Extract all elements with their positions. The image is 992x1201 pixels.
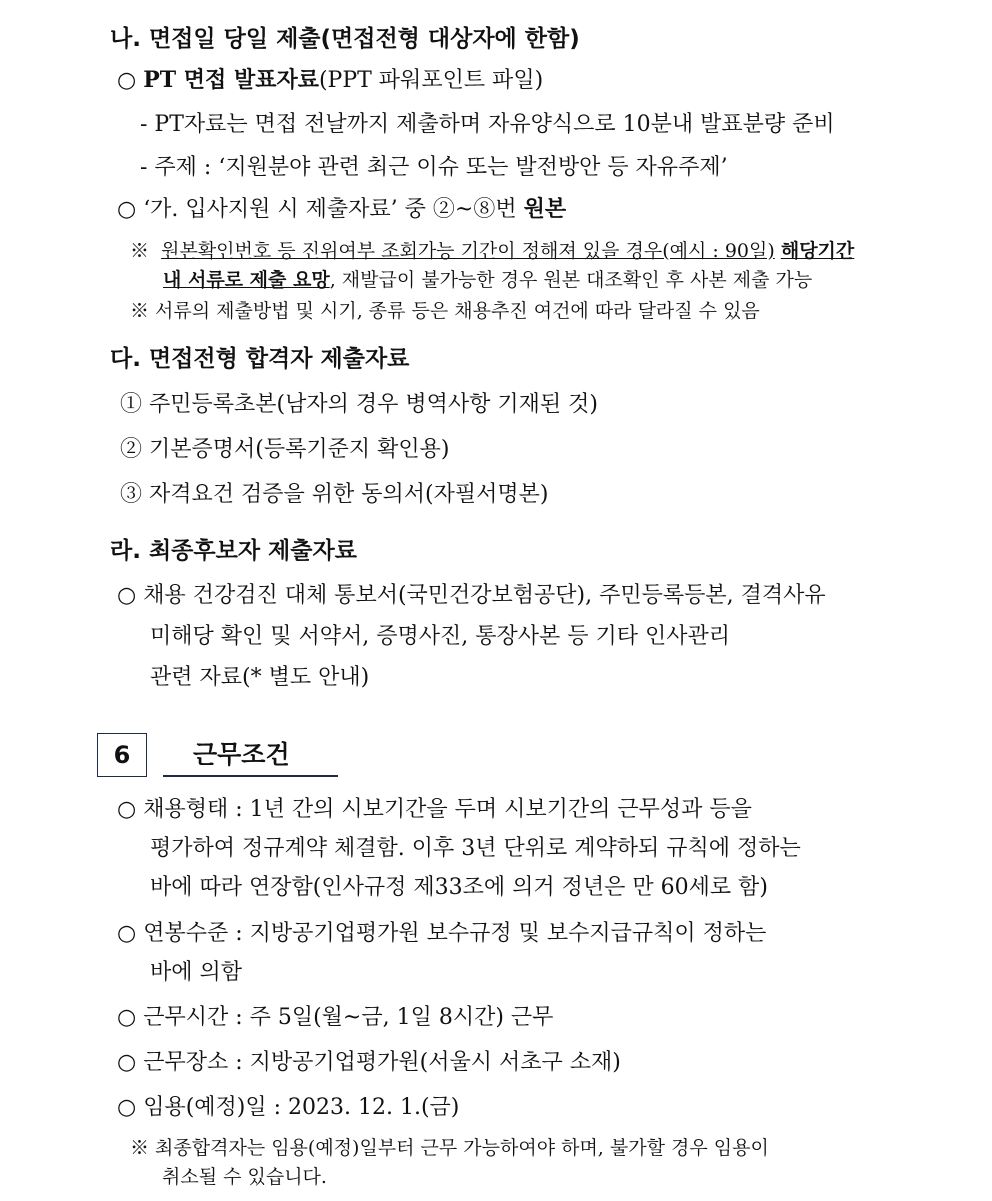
ra-line-2: 미해당 확인 및 서약서, 증명사진, 통장사본 등 기타 인사관리 bbox=[150, 624, 730, 649]
salary-line1: ○ 연봉수준 : 지방공기업평가원 보수규정 및 보수지급규칙이 정하는 bbox=[117, 921, 767, 946]
da-item-1: ① 주민등록초본(남자의 경우 병역사항 기재된 것) bbox=[120, 392, 598, 417]
note-verification-line1 bbox=[130, 237, 854, 265]
pt-topic-note: - 주제 : ‘지원분야 관련 최근 이슈 또는 발전방안 등 자유주제’ bbox=[140, 155, 728, 180]
heading-na: 나. 면접일 당일 제출(면접전형 대상자에 한함) bbox=[110, 26, 580, 52]
employment-type-line3: 바에 따라 연장함(인사규정 제33조에 의거 정년은 만 60세로 함) bbox=[150, 875, 768, 900]
pt-material-title: PT 면접 발표자료 bbox=[143, 67, 319, 93]
section-title-work-conditions: 근무조건 bbox=[163, 737, 338, 777]
employment-type-line1: ○ 채용형태 : 1년 간의 시보기간을 두며 시보기간의 근무성과 등을 bbox=[117, 797, 752, 822]
note-verification-bold2: 내 서류로 제출 요망 bbox=[163, 269, 330, 291]
employment-type-line2: 평가하여 정규계약 체결함. 이후 3년 단위로 계약하되 규칙에 정하는 bbox=[150, 836, 801, 861]
original-docs-text: ○ ‘가. 입사지원 시 제출자료’ 중 ②~⑧번 bbox=[117, 197, 517, 222]
note-submission-method: ※ 서류의 제출방법 및 시기, 종류 등은 채용추진 여건에 따라 달라질 수 있음 bbox=[130, 300, 760, 322]
final-note-line2: 취소될 수 있습니다. bbox=[162, 1166, 327, 1188]
final-note-line1: ※ 최종합격자는 임용(예정)일부터 근무 가능하여야 하며, 불가할 경우 임용이 bbox=[130, 1137, 769, 1159]
ra-line-3: 관련 자료(* 별도 안내) bbox=[150, 665, 370, 690]
salary-line2: 바에 의함 bbox=[150, 960, 243, 985]
pt-submission-note: - PT자료는 면접 전날까지 제출하며 자유양식으로 10분내 발표분량 준비 bbox=[140, 112, 835, 137]
note-verification-line2 bbox=[163, 266, 812, 294]
note-mark: ※ bbox=[130, 240, 150, 262]
work-place: ○ 근무장소 : 지방공기업평가원(서울시 서초구 소재) bbox=[117, 1050, 621, 1075]
work-hours: ○ 근무시간 : 주 5일(월~금, 1일 8시간) 근무 bbox=[117, 1005, 554, 1030]
pt-material-line bbox=[117, 66, 543, 95]
da-item-3: ③ 자격요건 검증을 위한 동의서(자필서명본) bbox=[120, 482, 549, 507]
ra-line-1: ○ 채용 건강검진 대체 통보서(국민건강보험공단), 주민등록등본, 결격사유 bbox=[117, 583, 826, 608]
original-docs-line bbox=[117, 196, 566, 224]
note-verification-text: 원본확인번호 등 진위여부 조회가능 기간이 정해져 있을 경우(예시 : 90일) bbox=[161, 240, 775, 262]
note-verification-rest: , 재발급이 불가능한 경우 원본 대조확인 후 사본 제출 가능 bbox=[329, 269, 813, 291]
note-verification-bold: 해당기간 bbox=[780, 240, 855, 262]
da-item-2: ② 기본증명서(등록기준지 확인용) bbox=[120, 437, 450, 462]
heading-da: 다. 면접전형 합격자 제출자료 bbox=[110, 346, 410, 372]
start-date: ○ 임용(예정)일 : 2023. 12. 1.(금) bbox=[117, 1095, 460, 1120]
heading-ra: 라. 최종후보자 제출자료 bbox=[110, 538, 357, 564]
section-number-box: 6 bbox=[97, 733, 147, 777]
circle-bullet: ○ bbox=[117, 68, 137, 93]
original-docs-bold: 원본 bbox=[523, 197, 567, 222]
pt-material-detail: (PPT 파워포인트 파일) bbox=[318, 68, 544, 93]
